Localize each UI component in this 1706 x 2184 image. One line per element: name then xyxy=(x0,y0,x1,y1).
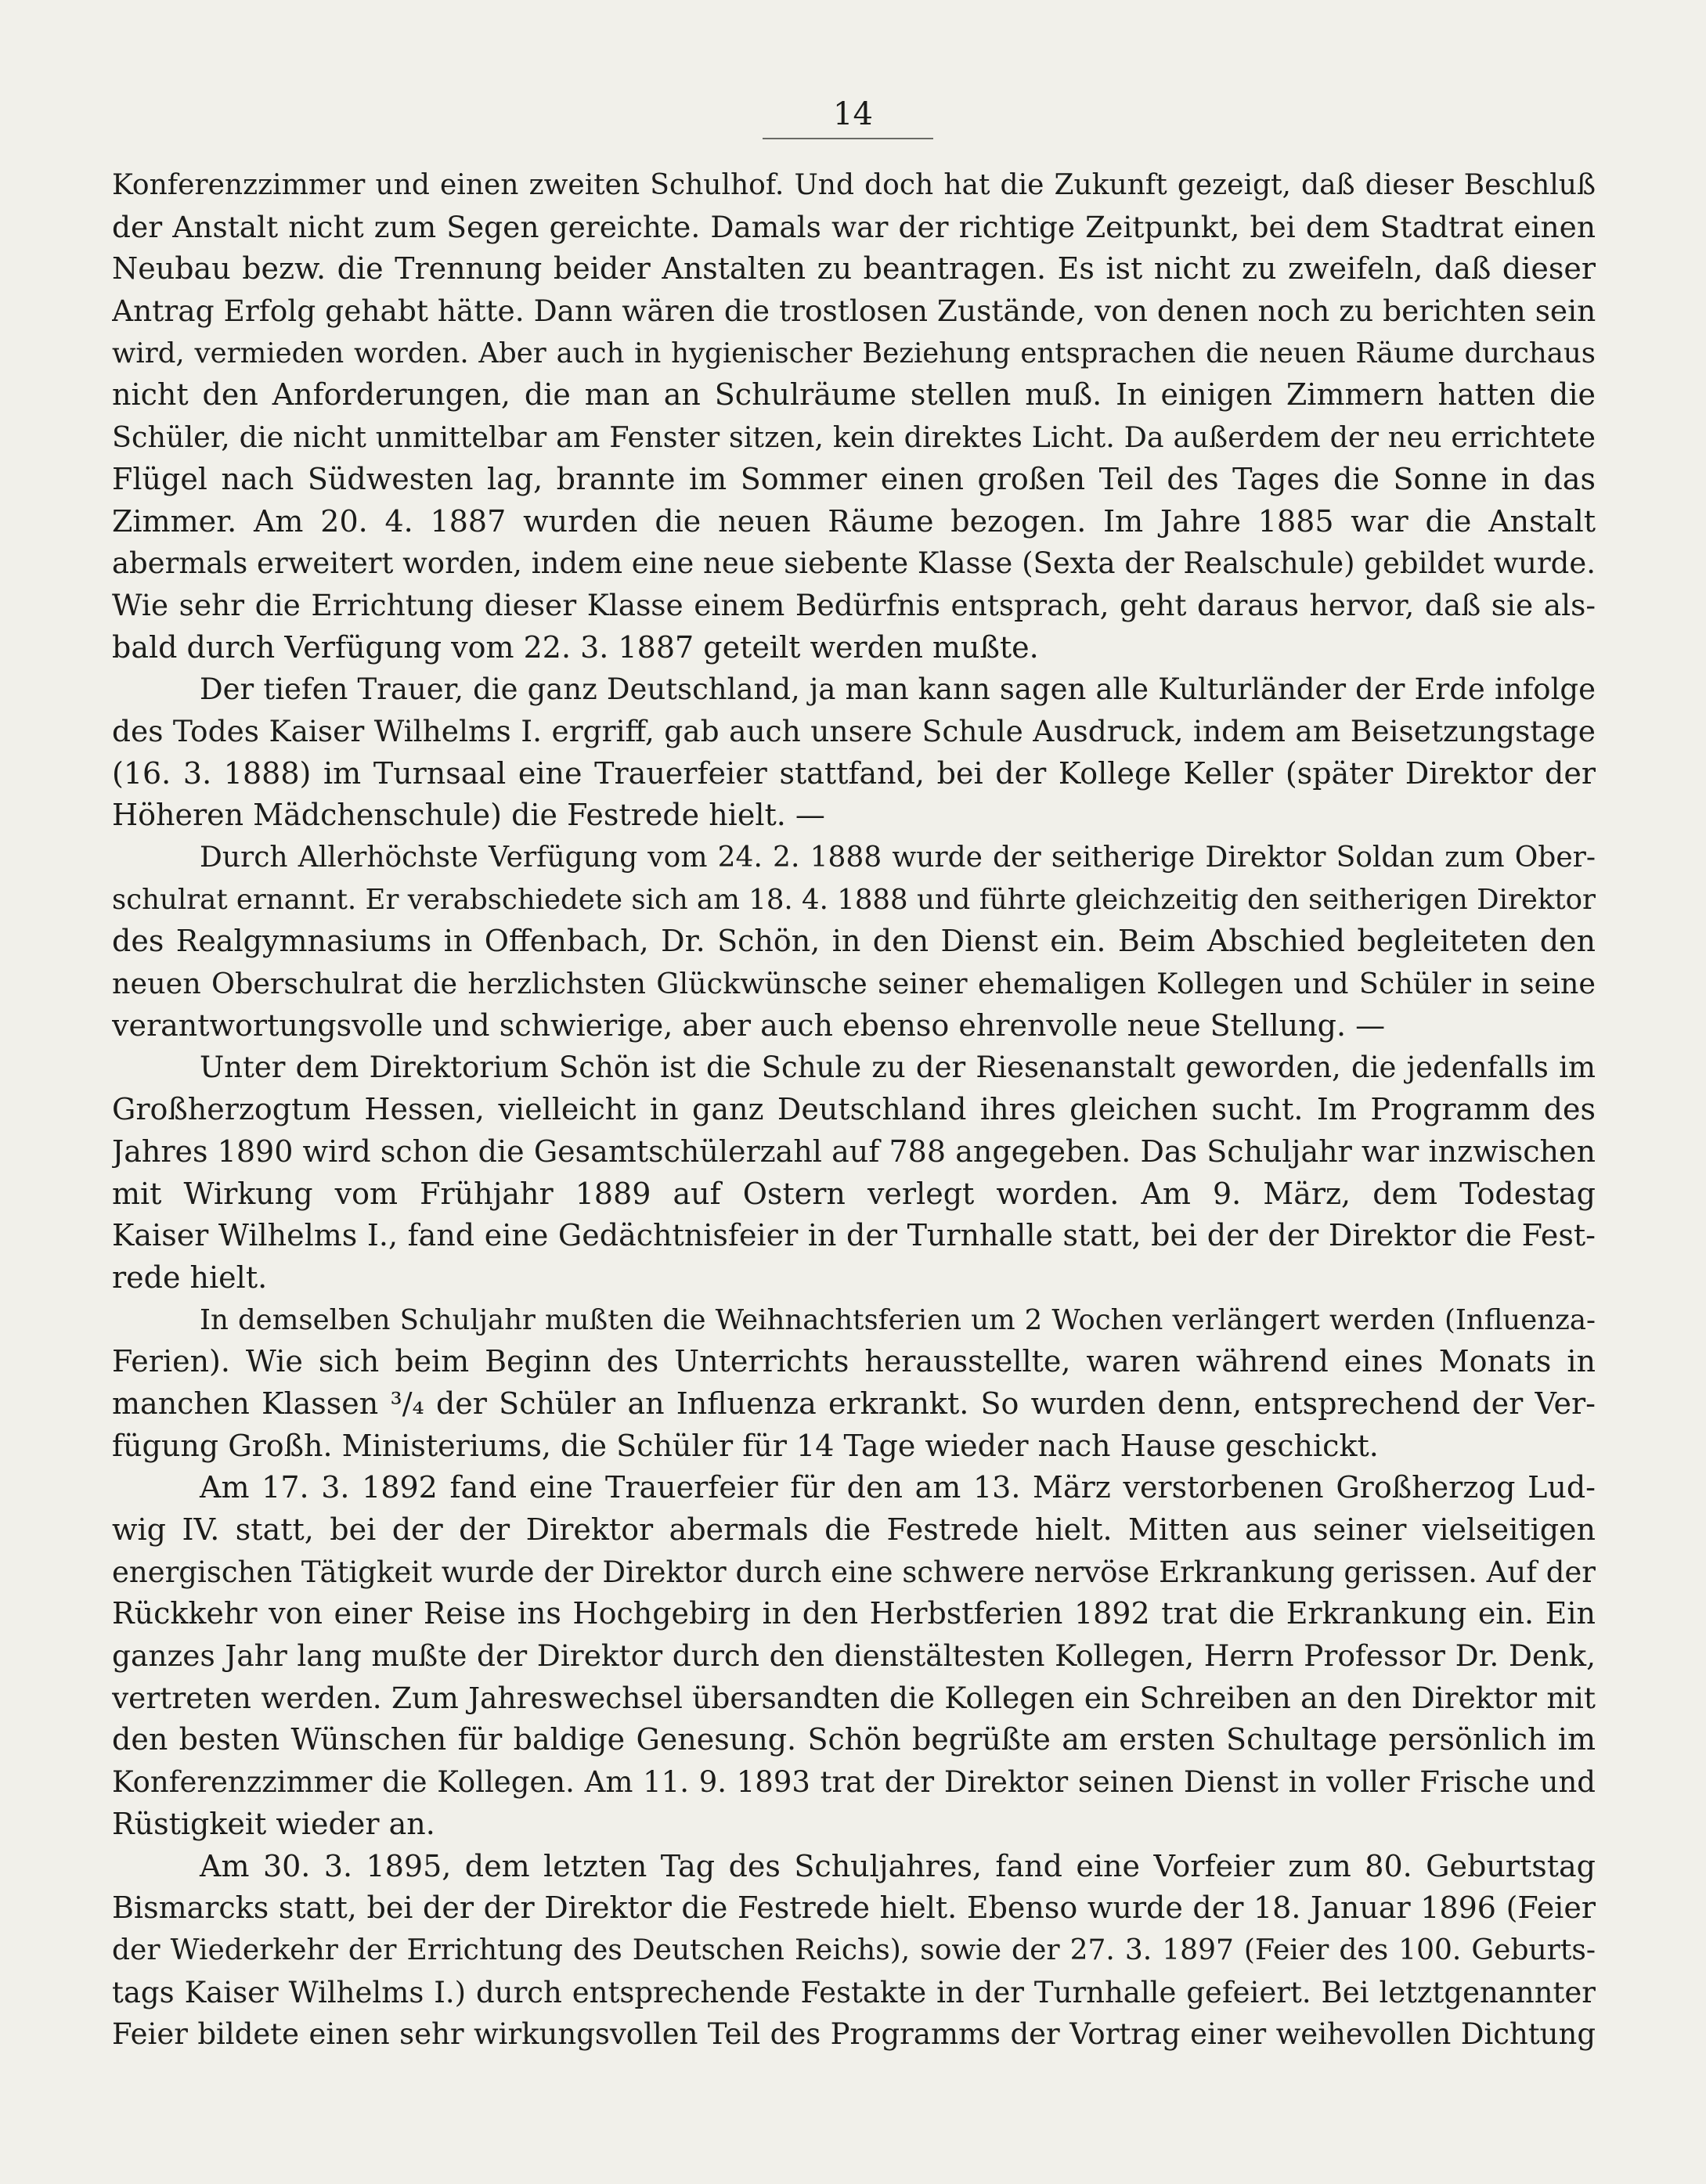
text-line: tags Kaiser Wilhelms I.) durch entsprechende Festakte in der Turnhalle gefeiert. Bei letztgenannter xyxy=(112,1975,1596,2009)
text-line: wird, vermieden worden. Aber auch in hygienischer Beziehung entsprachen die neuen Räume durchaus xyxy=(112,337,1596,369)
text-line: Am 30. 3. 1895, dem letzten Tag des Schuljahres, fand eine Vorfeier zum 80. Geburtstag xyxy=(200,1848,1596,1883)
text-line: Flügel nach Südwesten lag, brannte im Sommer einen großen Teil des Tages die Sonne in das xyxy=(112,461,1596,496)
text-line: Konferenzzimmer und einen zweiten Schulhof. Und doch hat die Zukunft gezeigt, daß dieser Beschluß xyxy=(112,169,1596,201)
text-line: schulrat ernannt. Er verabschiedete sich am 18. 4. 1888 und führte gleichzeitig den seitherigen Direktor xyxy=(112,883,1596,916)
text-line: Neubau bezw. die Trennung beider Anstalten zu beantragen. Es ist nicht zu zweifeln, daß dieser xyxy=(112,251,1596,287)
text-line: Feier bildete einen sehr wirkungsvollen Teil des Programms der Vortrag einer weihevollen Dichtung xyxy=(112,2017,1596,2052)
text-line: der Anstalt nicht zum Segen gereichte. Damals war der richtige Zeitpunkt, bei dem Stadtrat einen xyxy=(112,209,1596,244)
text-line: vertreten werden. Zum Jahreswechsel übersandten die Kollegen ein Schreiben an den Direktor mit xyxy=(112,1680,1596,1715)
text-line: ganzes Jahr lang mußte der Direktor durch den dienstältesten Kollegen, Herrn Professor Dr. Denk, xyxy=(112,1638,1596,1674)
text-line: verantwortungsvolle und schwierige, aber auch ebenso ehrenvolle neue Stellung. — xyxy=(112,1007,1386,1043)
text-line: Durch Allerhöchste Verfügung vom 24. 2. 1888 wurde der seitherige Direktor Soldan zum Ober- xyxy=(200,842,1596,874)
text-line: manchen Klassen ³/₄ der Schüler an Influenza erkrankt. So wurden denn, entsprechend der Ver- xyxy=(112,1386,1596,1421)
text-line: des Realgymnasiums in Offenbach, Dr. Schön, in den Dienst ein. Beim Abschied begleiteten den xyxy=(112,924,1596,959)
text-line: nicht den Anforderungen, die man an Schulräume stellen muß. In einigen Zimmern hatten die xyxy=(112,377,1596,413)
text-line: Großherzogtum Hessen, vielleicht in ganz Deutschland ihres gleichen sucht. Im Programm des xyxy=(112,1092,1596,1127)
text-line: den besten Wünschen für baldige Genesung. Schön begrüßte am ersten Schultage persönlich im xyxy=(112,1722,1596,1757)
body-text xyxy=(112,164,1596,2056)
text-line: Kaiser Wilhelms I., fand eine Gedächtnisfeier in der Turnhalle statt, bei der der Direktor die Fest- xyxy=(112,1218,1596,1253)
text-line: des Todes Kaiser Wilhelms I. ergriff, gab auch unsere Schule Ausdruck, indem am Beisetzungstage xyxy=(112,713,1596,748)
text-line: Am 17. 3. 1892 fand eine Trauerfeier für den am 13. März verstorbenen Großherzog Lud- xyxy=(200,1470,1596,1505)
text-line: Wie sehr die Errichtung dieser Klasse einem Bedürfnis entsprach, geht daraus hervor, daß sie als- xyxy=(112,587,1596,622)
text-line: Jahres 1890 wird schon die Gesamtschülerzahl auf 788 angegeben. Das Schuljahr war inzwischen xyxy=(112,1133,1596,1169)
page-number: 14 xyxy=(833,96,873,132)
text-line: In demselben Schuljahr mußten die Weihnachtsferien um 2 Wochen verlängert werden (Influenza- xyxy=(200,1303,1596,1336)
text-line: wig IV. statt, bei der der Direktor abermals die Festrede hielt. Mitten aus seiner vielseitigen xyxy=(112,1512,1596,1547)
text-line: Antrag Erfolg gehabt hätte. Dann wären die trostlosen Zustände, von denen noch zu berichten sein xyxy=(112,294,1596,329)
text-line: Rückkehr von einer Reise ins Hochgebirg in den Herbstferien 1892 trat die Erkrankung ein. Ein xyxy=(112,1596,1596,1631)
text-line: Konferenzzimmer die Kollegen. Am 11. 9. 1893 trat der Direktor seinen Dienst in voller Frische und xyxy=(112,1765,1596,1800)
text-line: Schüler, die nicht unmittelbar am Fenster sitzen, kein direktes Licht. Da außerdem der neu errichtete xyxy=(112,420,1596,455)
text-line: fügung Großh. Ministeriums, die Schüler für 14 Tage wieder nach Hause geschickt. xyxy=(112,1428,1379,1463)
page-number-rule xyxy=(763,138,933,139)
text-line: bald durch Verfügung vom 22. 3. 1887 geteilt werden mußte. xyxy=(112,629,1039,665)
text-line: energischen Tätigkeit wurde der Direktor durch eine schwere nervöse Erkrankung gerissen. Auf der xyxy=(112,1555,1596,1589)
text-line: Der tiefen Trauer, die ganz Deutschland, ja man kann sagen alle Kulturländer der Erde infolge xyxy=(200,672,1596,707)
text-line: rede hielt. xyxy=(112,1260,268,1295)
text-line: Höheren Mädchenschule) die Festrede hielt. — xyxy=(112,798,825,833)
text-line: Ferien). Wie sich beim Beginn des Unterrichts herausstellte, waren während eines Monats in xyxy=(112,1344,1596,1379)
text-line: Rüstigkeit wieder an. xyxy=(112,1806,435,1841)
text-line: Unter dem Direktorium Schön ist die Schule zu der Riesenanstalt geworden, die jedenfalls im xyxy=(200,1051,1596,1085)
text-line: Zimmer. Am 20. 4. 1887 wurden die neuen Räume bezogen. Im Jahre 1885 war die Anstalt xyxy=(112,503,1596,539)
text-line: (16. 3. 1888) im Turnsaal eine Trauerfeier stattfand, bei der Kollege Keller (später Direktor der xyxy=(112,755,1596,791)
text-line: Bismarcks statt, bei der der Direktor die Festrede hielt. Ebenso wurde der 18. Januar 1896 (Feier xyxy=(112,1890,1596,1926)
text-line: abermals erweitert worden, indem eine neue siebente Klasse (Sexta der Realschule) gebildet wurde. xyxy=(112,546,1596,581)
text-line: neuen Oberschulrat die herzlichsten Glückwünsche seiner ehemaligen Kollegen und Schüler in seine xyxy=(112,967,1596,1001)
text-line: mit Wirkung vom Frühjahr 1889 auf Ostern verlegt worden. Am 9. März, dem Todestag xyxy=(112,1176,1596,1211)
text-line: der Wiederkehr der Errichtung des Deutschen Reichs), sowie der 27. 3. 1897 (Feier des 100. Geburts- xyxy=(112,1934,1596,1966)
